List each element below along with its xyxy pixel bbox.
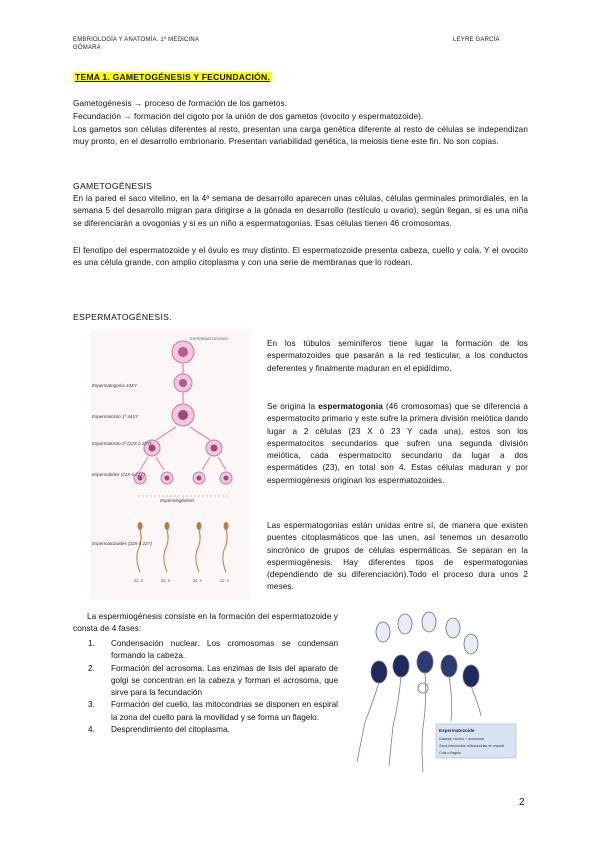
cell-g [393,655,409,677]
list-item [85,638,338,663]
label-espermatides: Espermátides (22X ó 22Y) [92,472,145,477]
spermatogenesis-figure [90,330,250,600]
step-text: Condensación nuclear. Los cromosomas se condensan formando la cabeza. [111,639,338,661]
label-espermatozoides: Espermatozoides (22X ó 22Y) [92,541,153,546]
bottom-label-4: 22, Y [220,578,230,583]
cell-f [371,661,387,683]
page-title: TEMA 1. GAMETOGÉNESIS Y FECUNDACIÓN. [75,72,271,82]
bottom-label-3: 22, Y [193,578,203,583]
sperm-head-4 [224,522,229,530]
sperm-head-3 [197,522,202,530]
cell-c [422,612,436,632]
list-item [85,724,338,736]
espermatogenesis-paragraph-2 [267,401,528,487]
espermatogenesis-paragraph-1: En los túbulos seminíferos tiene lugar la formación de los espermatozoides que pasarán a la red testicular, a los conductos deferentes y finalmente maduran en el epidídimo. [267,339,528,373]
cell-h [417,651,433,673]
step-text: Formación del acrosoma. Las enzimas de lisis del aparato de golgi se concentran en la cabeza y forman el acrosoma, que sirve para la fecundación [111,663,338,698]
step-text: Desprendimiento del citoplasma. [111,725,230,735]
cell-d [446,618,460,638]
legend-item-3: Cola o flagelo [439,751,461,755]
sperm-head-2 [165,522,170,530]
cell-e [464,634,478,654]
espermatogonia-term: espermatogonia [318,402,383,411]
legend-item-2: Zona intermedia: mitocondrias en espiral [439,744,504,748]
p2-start: Se origina la [267,402,319,411]
gametogenesis-heading: GAMETOGÉNESIS [73,181,153,191]
step-number: 1. [88,639,95,648]
cell-a [376,622,390,642]
step-number: 3. [88,700,95,710]
cell-b [398,614,412,634]
step-text: Formación del cuello, las mitocondrias se disponen en espiral la zona del cuello para la movilidad y se forma un flagelo. [111,700,338,722]
step-number: 4. [88,725,95,735]
figure-background [90,330,250,600]
espermatogenesis-heading: ESPERMATOGÉNESIS. [73,312,172,322]
bottom-label-2: 22, X [161,578,171,583]
legend-title: Espermatozoide [439,728,475,733]
cell-j [463,665,479,687]
legend-item-1: Cabeza: núcleo + acrosoma [439,737,484,741]
gametogenesis-paragraph-1: En la pared el saco vitelino, en la 4ª semana de desarrollo aparecen unas células, células germinales primordiales, en la semana 5 del desarrollo migran para dirigirse a la gónada en desarrollo (testículo u ovario), según llegan, si es una niña se diferenciarán a ovogonias y si es un niño a espermatogonias. Esas células tienen 46 cromosomas. [73,194,528,228]
label-espermatocito-1: Espermatocito 1º 44XY [92,414,139,419]
page-number: 2 [519,797,525,808]
p2-rest: (46 cromosomas) que se diferencia a espermatocito primario y este sufre la primera división meiótica dando lugar a 2 células (23 X ó 23 Y cada una), estos son los espermatocitos secundarios que sufren una segunda división meiótica, cada espermatocito secundario da lugar a dos espermátides (23), en total son 4. Estas células maduran y por espermiogénesis originan los espermatozoides. [267,402,528,485]
primary-spermatocyte-nucleus [178,410,188,420]
intro-line-2: Fecundación → formación del cigoto por la unión de dos gametos (ovocito y espermatozoide). [73,112,424,121]
progenitor-nucleus [178,347,188,357]
spermiogenesis-figure [343,610,518,780]
label-espermatocito-2: Espermatocito 2º (22X ó 22Y) [92,441,152,446]
header-teacher: GÓMARA [73,45,101,51]
header-author: LEYRE GARCÍA [453,37,500,43]
figure-top-label: ESPERMATOGONIO [190,336,229,341]
espermiogenesis-steps [85,638,338,736]
espermatogonia-nucleus [179,379,187,387]
center-cell [418,683,428,693]
label-espermiogenesis: Espermiogénesis [160,498,195,503]
gametogenesis-paragraph-2: El fenotipo del espermatozoide y el óvulo es muy distinto. El espermatozoide presenta cabeza, cuello y cola. Y el ovocito es una célula grande, con amplio citoplasma y con una serie de membranas que lo rodean. [73,246,528,268]
sperm-head-1 [138,522,143,530]
label-espermatogonia: Espermatogonia 44XY [92,383,138,388]
espermiogenesis-intro: La espermiogénesis consiste en la formación del espermatozoide y consta de 4 fases: [73,612,338,634]
header-left [73,36,199,52]
cell-i [441,655,457,677]
espermatogenesis-paragraph-3: Las espermatogonias están unidas entre sí, de manera que existen puentes citoplasmáticos que las unen, así tenemos un desarrollo sincrónico de grupos de células espermáticas. Se separan en la espermiogénesis. Hay diferentes tipos de espermatogonias (dependiendo de su diferenciación).Todo el proceso dura unos 2 meses. [267,521,528,592]
list-item [85,663,338,700]
list-item [85,699,338,724]
header-course: EMBRIOLOGÍA Y ANATOMÍA. 1º MEDICINA [73,37,200,43]
secondary-nucleus-2 [211,445,218,452]
intro-line-3: Los gametos son células diferentes al resto, presentan una carga genética diferente al resto de células se independizan muy pronto, en el desarrollo embrionario. Presentan variabilidad genética, la meiosis tiene este fin. No son copias. [73,125,528,147]
intro-line-1: Gametogénesis → proceso de formación de los gametos. [73,99,288,108]
step-number: 2. [88,663,95,673]
bottom-label-1: 22, X [134,578,144,583]
